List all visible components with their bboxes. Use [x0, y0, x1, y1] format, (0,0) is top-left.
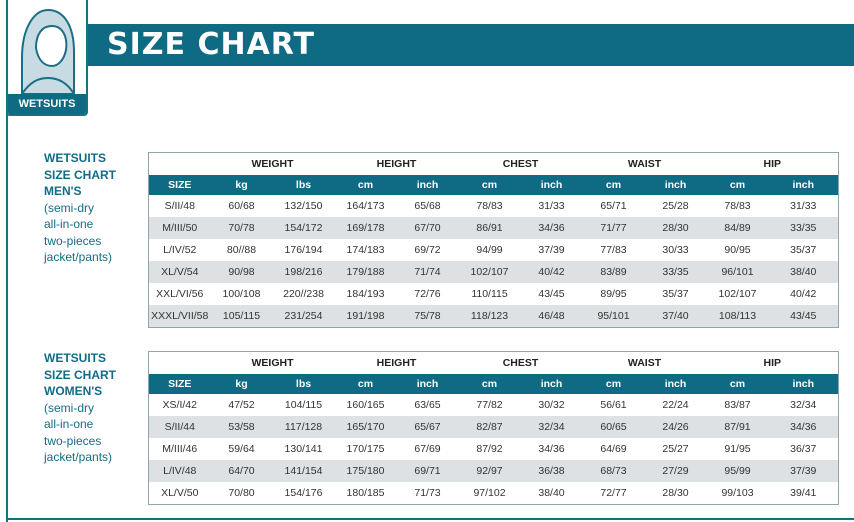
measure-cell: 83/87 [707, 394, 769, 416]
measure-cell: 71/73 [397, 482, 459, 505]
unit-header: cm [583, 374, 645, 394]
unit-header: inch [769, 175, 839, 195]
measure-cell: 43/45 [521, 283, 583, 305]
measure-cell: 64/70 [211, 460, 273, 482]
measure-cell: 22/24 [645, 394, 707, 416]
measure-cell: 82/87 [459, 416, 521, 438]
measure-cell: 141/154 [273, 460, 335, 482]
group-header: WEIGHT [211, 352, 335, 375]
measure-cell: 33/35 [769, 217, 839, 239]
size-cell: XXXL/VII/58 [149, 305, 211, 328]
unit-header: cm [583, 175, 645, 195]
measure-cell: 72/76 [397, 283, 459, 305]
size-cell: S/II/44 [149, 416, 211, 438]
measure-cell: 36/38 [521, 460, 583, 482]
measure-cell: 77/82 [459, 394, 521, 416]
measure-cell: 84/89 [707, 217, 769, 239]
measure-cell: 56/61 [583, 394, 645, 416]
measure-cell: 72/77 [583, 482, 645, 505]
measure-cell: 59/64 [211, 438, 273, 460]
table-row [149, 261, 839, 283]
side-heading: SIZE CHART [44, 167, 116, 182]
measure-cell: 65/71 [583, 195, 645, 217]
measure-cell: 164/173 [335, 195, 397, 217]
unit-header: cm [459, 374, 521, 394]
measure-cell: 176/194 [273, 239, 335, 261]
frame-line [6, 518, 854, 520]
measure-cell: 47/52 [211, 394, 273, 416]
unit-header: cm [707, 175, 769, 195]
group-header: CHEST [459, 352, 583, 375]
side-note: two-pieces [44, 433, 102, 448]
measure-cell: 87/92 [459, 438, 521, 460]
measure-cell: 64/69 [583, 438, 645, 460]
men-size-table [148, 152, 839, 328]
unit-header: inch [769, 374, 839, 394]
size-cell: XXL/VI/56 [149, 283, 211, 305]
measure-cell: 83/89 [583, 261, 645, 283]
group-header: HEIGHT [335, 352, 459, 375]
side-note: jacket/pants) [44, 250, 113, 264]
table-row [149, 305, 839, 328]
women-side-label [44, 350, 154, 466]
size-cell: XL/V/50 [149, 482, 211, 505]
measure-cell: 97/102 [459, 482, 521, 505]
measure-cell: 28/30 [645, 217, 707, 239]
group-header-blank [149, 153, 211, 176]
table-row [149, 416, 839, 438]
measure-cell: 28/30 [645, 482, 707, 505]
measure-cell: 118/123 [459, 305, 521, 328]
size-cell: XS/I/42 [149, 394, 211, 416]
unit-header: kg [211, 374, 273, 394]
measure-cell: 63/65 [397, 394, 459, 416]
measure-cell: 92/97 [459, 460, 521, 482]
measure-cell: 198/216 [273, 261, 335, 283]
measure-cell: 34/36 [521, 438, 583, 460]
measure-cell: 31/33 [769, 195, 839, 217]
unit-header: SIZE [149, 175, 211, 195]
size-cell: S/II/48 [149, 195, 211, 217]
measure-cell: 70/78 [211, 217, 273, 239]
measure-cell: 69/72 [397, 239, 459, 261]
unit-header: lbs [273, 175, 335, 195]
measure-cell: 43/45 [769, 305, 839, 328]
measure-cell: 71/77 [583, 217, 645, 239]
unit-header: inch [521, 175, 583, 195]
group-header-row [149, 153, 839, 176]
measure-cell: 37/39 [521, 239, 583, 261]
measure-cell: 67/69 [397, 438, 459, 460]
side-note: all-in-one [44, 217, 94, 231]
measure-cell: 30/33 [645, 239, 707, 261]
group-header: WEIGHT [211, 153, 335, 176]
logo-label: WETSUITS [8, 94, 86, 114]
measure-cell: 67/70 [397, 217, 459, 239]
measure-cell: 27/29 [645, 460, 707, 482]
unit-header: kg [211, 175, 273, 195]
measure-cell: 31/33 [521, 195, 583, 217]
unit-header: cm [707, 374, 769, 394]
table-row [149, 394, 839, 416]
measure-cell: 95/101 [583, 305, 645, 328]
measure-cell: 179/188 [335, 261, 397, 283]
side-note: two-pieces [44, 233, 102, 248]
measure-cell: 184/193 [335, 283, 397, 305]
side-note: (semi-dry [44, 400, 94, 415]
unit-header-row [149, 175, 839, 195]
measure-cell: 40/42 [769, 283, 839, 305]
measure-cell: 71/74 [397, 261, 459, 283]
measure-cell: 170/175 [335, 438, 397, 460]
measure-cell: 117/128 [273, 416, 335, 438]
measure-cell: 38/40 [521, 482, 583, 505]
measure-cell: 102/107 [707, 283, 769, 305]
size-cell: L/IV/52 [149, 239, 211, 261]
measure-cell: 165/170 [335, 416, 397, 438]
side-heading: WETSUITS [44, 151, 106, 165]
measure-cell: 25/28 [645, 195, 707, 217]
unit-header: inch [397, 175, 459, 195]
measure-cell: 70/80 [211, 482, 273, 505]
measure-cell: 180/185 [335, 482, 397, 505]
measure-cell: 160/165 [335, 394, 397, 416]
measure-cell: 154/176 [273, 482, 335, 505]
measure-cell: 102/107 [459, 261, 521, 283]
measure-cell: 34/36 [769, 416, 839, 438]
group-header-row [149, 352, 839, 375]
measure-cell: 94/99 [459, 239, 521, 261]
measure-cell: 75/78 [397, 305, 459, 328]
measure-cell: 68/73 [583, 460, 645, 482]
measure-cell: 65/67 [397, 416, 459, 438]
unit-header: cm [459, 175, 521, 195]
group-header: WAIST [583, 153, 707, 176]
measure-cell: 24/26 [645, 416, 707, 438]
unit-header: SIZE [149, 374, 211, 394]
measure-cell: 80//88 [211, 239, 273, 261]
unit-header: inch [645, 175, 707, 195]
table-row [149, 438, 839, 460]
measure-cell: 34/36 [521, 217, 583, 239]
unit-header: inch [397, 374, 459, 394]
measure-cell: 91/95 [707, 438, 769, 460]
measure-cell: 53/58 [211, 416, 273, 438]
table-row [149, 195, 839, 217]
measure-cell: 35/37 [769, 239, 839, 261]
measure-cell: 36/37 [769, 438, 839, 460]
table-row [149, 217, 839, 239]
measure-cell: 40/42 [521, 261, 583, 283]
table-row [149, 283, 839, 305]
side-note: (semi-dry [44, 200, 94, 215]
unit-header: cm [335, 175, 397, 195]
measure-cell: 69/71 [397, 460, 459, 482]
size-cell: L/IV/48 [149, 460, 211, 482]
measure-cell: 25/27 [645, 438, 707, 460]
measure-cell: 104/115 [273, 394, 335, 416]
measure-cell: 32/34 [521, 416, 583, 438]
measure-cell: 175/180 [335, 460, 397, 482]
group-header: CHEST [459, 153, 583, 176]
diver-hood-icon [8, 0, 86, 94]
measure-cell: 65/68 [397, 195, 459, 217]
wetsuits-logo [6, 0, 88, 116]
measure-cell: 60/65 [583, 416, 645, 438]
measure-cell: 191/198 [335, 305, 397, 328]
measure-cell: 90/98 [211, 261, 273, 283]
measure-cell: 169/178 [335, 217, 397, 239]
measure-cell: 46/48 [521, 305, 583, 328]
side-note: all-in-one [44, 417, 94, 431]
size-cell: XL/V/54 [149, 261, 211, 283]
page-title: SIZE CHART [107, 27, 316, 62]
size-cell: M/III/46 [149, 438, 211, 460]
group-header: HIP [707, 352, 839, 375]
measure-cell: 99/103 [707, 482, 769, 505]
side-note: jacket/pants) [44, 450, 113, 464]
size-cell: M/III/50 [149, 217, 211, 239]
measure-cell: 95/99 [707, 460, 769, 482]
unit-header: inch [521, 374, 583, 394]
measure-cell: 220//238 [273, 283, 335, 305]
group-header: HEIGHT [335, 153, 459, 176]
measure-cell: 32/34 [769, 394, 839, 416]
measure-cell: 30/32 [521, 394, 583, 416]
measure-cell: 89/95 [583, 283, 645, 305]
measure-cell: 90/95 [707, 239, 769, 261]
measure-cell: 174/183 [335, 239, 397, 261]
measure-cell: 86/91 [459, 217, 521, 239]
measure-cell: 96/101 [707, 261, 769, 283]
men-side-label [44, 150, 154, 266]
group-header-blank [149, 352, 211, 375]
measure-cell: 100/108 [211, 283, 273, 305]
measure-cell: 78/83 [459, 195, 521, 217]
measure-cell: 35/37 [645, 283, 707, 305]
side-heading: MEN'S [44, 184, 82, 198]
measure-cell: 37/40 [645, 305, 707, 328]
measure-cell: 130/141 [273, 438, 335, 460]
measure-cell: 231/254 [273, 305, 335, 328]
measure-cell: 38/40 [769, 261, 839, 283]
measure-cell: 132/150 [273, 195, 335, 217]
group-header: HIP [707, 153, 839, 176]
frame-line [6, 112, 8, 522]
unit-header: cm [335, 374, 397, 394]
measure-cell: 108/113 [707, 305, 769, 328]
measure-cell: 154/172 [273, 217, 335, 239]
table-row [149, 482, 839, 505]
women-size-table [148, 351, 839, 505]
measure-cell: 87/91 [707, 416, 769, 438]
measure-cell: 39/41 [769, 482, 839, 505]
unit-header: inch [645, 374, 707, 394]
side-heading: WETSUITS [44, 351, 106, 365]
measure-cell: 33/35 [645, 261, 707, 283]
table-row [149, 460, 839, 482]
side-heading: WOMEN'S [44, 384, 103, 398]
measure-cell: 105/115 [211, 305, 273, 328]
unit-header-row [149, 374, 839, 394]
measure-cell: 78/83 [707, 195, 769, 217]
group-header: WAIST [583, 352, 707, 375]
measure-cell: 60/68 [211, 195, 273, 217]
side-heading: SIZE CHART [44, 367, 116, 382]
unit-header: lbs [273, 374, 335, 394]
table-row [149, 239, 839, 261]
measure-cell: 110/115 [459, 283, 521, 305]
measure-cell: 77/83 [583, 239, 645, 261]
measure-cell: 37/39 [769, 460, 839, 482]
